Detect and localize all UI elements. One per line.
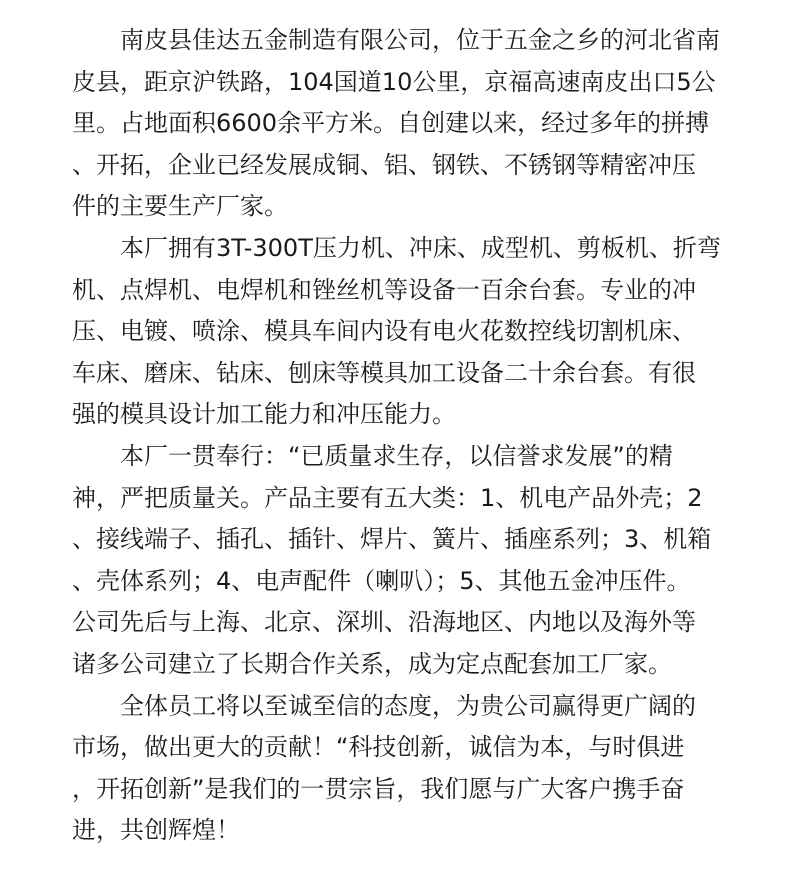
text-line: 、接线端子、插孔、插针、焊片、簧片、插座系列；3、机箱 <box>72 525 712 554</box>
text-line: 进，共创辉煌！ <box>72 816 240 845</box>
text-line: 南皮县佳达五金制造有限公司，位于五金之乡的河北省南 <box>120 26 720 54</box>
paragraph-company-intro <box>72 20 752 228</box>
text-line: 、壳体系列；4、电声配件（喇叭）；5、其他五金冲压件。 <box>72 566 691 595</box>
text-line: 皮县，距京沪铁路，104国道10公里，京福高速南皮出口5公 <box>72 67 716 96</box>
text-line: 、开拓，企业已经发展成铜、铝、钢铁、不锈钢等精密冲压 <box>72 150 696 179</box>
text-line: 里。占地面积6600余平方米。自创建以来，经过多年的拼搏 <box>72 109 710 138</box>
text-line: ，开拓创新”是我们的一贯宗旨，我们愿与广大客户携手奋 <box>72 774 685 803</box>
text-line: 件的主要生产厂家。 <box>72 192 288 221</box>
paragraph-closing <box>72 686 752 852</box>
text-line: 全体员工将以至诚至信的态度，为贵公司赢得更广阔的 <box>120 691 696 720</box>
text-line: 压、电镀、喷涂、模具车间内设有电火花数控线切割机床、 <box>72 317 696 346</box>
text-line: 强的模具设计加工能力和冲压能力。 <box>72 400 456 429</box>
text-line: 本厂拥有3T-300T压力机、冲床、成型机、剪板机、折弯 <box>120 233 721 262</box>
paragraph-products <box>72 436 752 686</box>
text-line: 神，严把质量关。产品主要有五大类：1、机电产品外壳；2 <box>72 483 703 512</box>
text-line: 市场，做出更大的贡献！“科技创新，诚信为本，与时俱进 <box>72 733 685 762</box>
paragraph-equipment <box>72 228 752 436</box>
document-body <box>72 20 752 852</box>
text-line: 车床、磨床、钻床、刨床等模具加工设备二十余台套。有很 <box>72 358 696 387</box>
text-line: 本厂一贯奉行：“已质量求生存，以信誉求发展”的精 <box>120 441 673 470</box>
text-line: 机、点焊机、电焊机和锉丝机等设备一百余台套。专业的冲 <box>72 275 696 304</box>
text-line: 公司先后与上海、北京、深圳、沿海地区、内地以及海外等 <box>72 608 696 637</box>
text-line: 诸多公司建立了长期合作关系，成为定点配套加工厂家。 <box>72 649 672 678</box>
